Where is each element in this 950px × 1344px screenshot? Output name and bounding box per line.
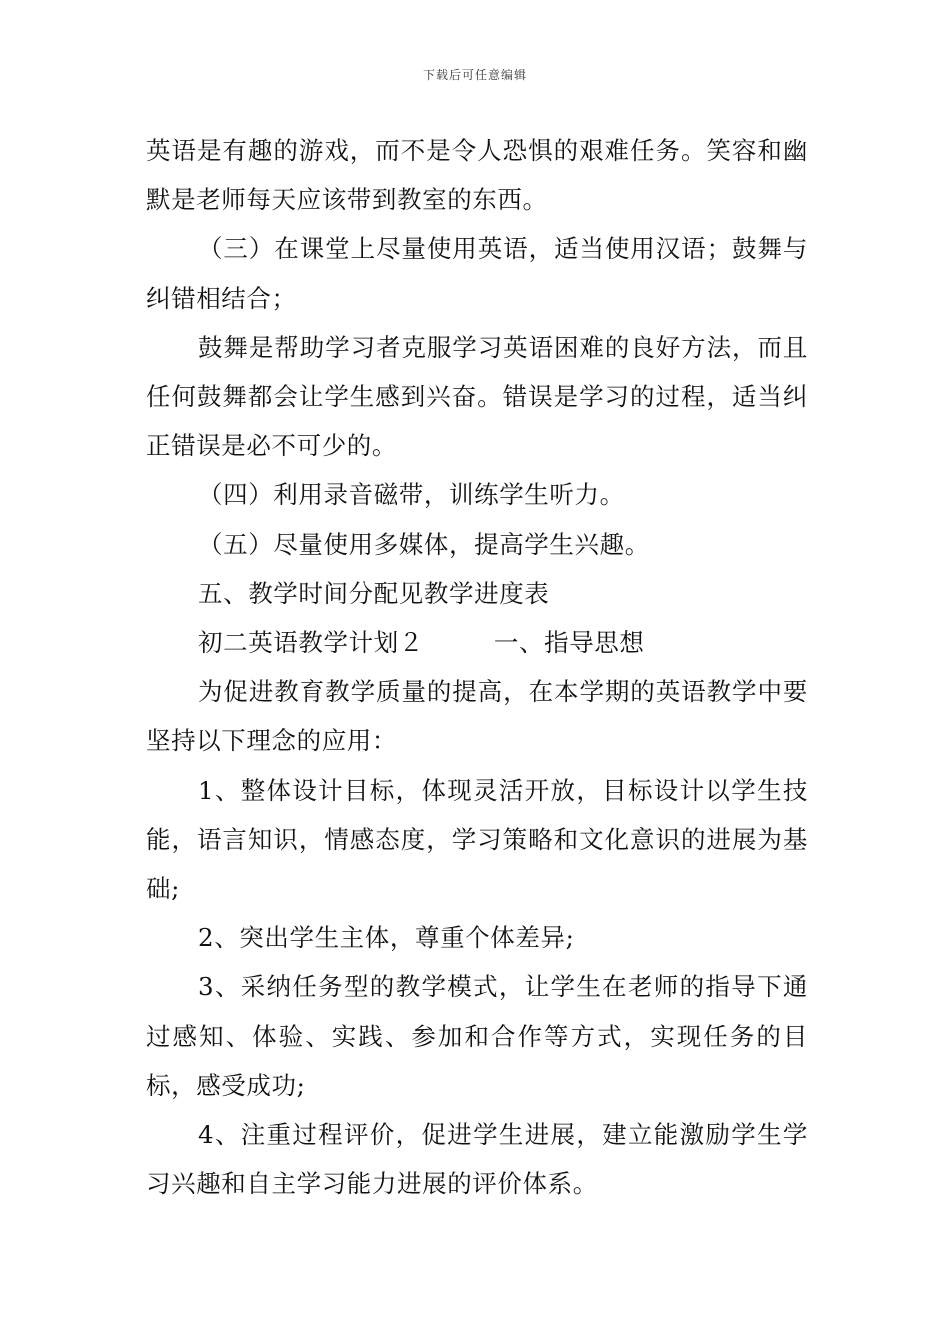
paragraph: （四）利用录音磁带，训练学生听力。: [198, 480, 625, 510]
paragraph: （三）在课堂上尽量使用英语，适当使用汉语；鼓舞与纠错相结合；: [146, 234, 808, 313]
plan-title: 初二英语教学计划２: [198, 628, 424, 658]
paragraph: （五）尽量使用多媒体，提高学生兴趣。: [198, 529, 650, 559]
page-header: 下载后可任意编辑: [422, 68, 527, 82]
list-item: 4、注重过程评价，促进学生进展，建立能激励学生学习兴趣和自主学习能力进展的评价体系。: [146, 1120, 808, 1199]
list-item: 1、整体设计目标，体现灵活开放，目标设计以学生技能，语言知识，情感态度，学习策略和文化意识的进展为基础;: [146, 775, 808, 904]
section-title: 一、指导思想: [493, 628, 645, 658]
paragraph: 英语是有趣的游戏，而不是令人恐惧的艰难任务。笑容和幽默是老师每天应该带到教室的东西。: [146, 136, 808, 215]
list-item: 2、突出学生主体，尊重个体差异;: [198, 923, 575, 953]
paragraph: 五、教学时间分配见教学进度表: [198, 578, 550, 608]
document-body: [146, 126, 808, 1208]
list-item: 3、采纳任务型的教学模式，让学生在老师的指导下通过感知、体验、实践、参加和合作等方式，实现任务的目标，感受成功;: [146, 972, 808, 1100]
paragraph: 鼓舞是帮助学习者克服学习英语困难的良好方法，而且任何鼓舞都会让学生感到兴奋。错误是学习的过程，适当纠正错误是必不可少的。: [146, 332, 808, 461]
plan-heading-line: [146, 618, 808, 667]
paragraph: 为促进教育教学质量的提高，在本学期的英语教学中要坚持以下理念的应用：: [146, 677, 808, 756]
